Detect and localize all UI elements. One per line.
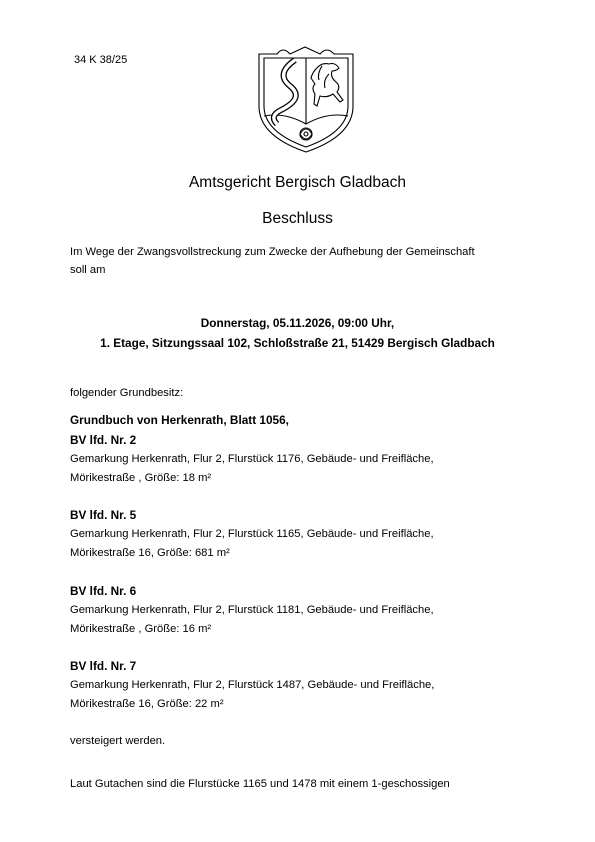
item-address: Mörikestraße 16, Größe: 22 m² [70, 698, 224, 710]
item-number: BV lfd. Nr. 5 [70, 508, 137, 522]
item-description: Gemarkung Herkenrath, Flur 2, Flurstück 1165, Gebäude- und Freifläche, [70, 528, 434, 540]
intro-line: Im Wege der Zwangsvollstreckung zum Zwecke der Aufhebung der Gemeinschaft [70, 246, 475, 258]
item-address: Mörikestraße 16, Größe: 681 m² [70, 547, 230, 559]
appraisal-note: Laut Gutachen sind die Flurstücke 1165 und 1478 mit einem 1-geschossigen [70, 778, 450, 790]
item-number: BV lfd. Nr. 7 [70, 659, 137, 673]
case-number: 34 K 38/25 [74, 54, 128, 66]
coat-of-arms-icon [257, 44, 355, 154]
item-address: Mörikestraße , Größe: 16 m² [70, 623, 212, 635]
property-item [70, 431, 540, 488]
intro-line: soll am [70, 264, 106, 276]
property-intro: folgender Grundbesitz: [70, 387, 184, 399]
item-description: Gemarkung Herkenrath, Flur 2, Flurstück 1487, Gebäude- und Freifläche, [70, 679, 435, 691]
appointment [0, 313, 595, 353]
appointment-date: Donnerstag, 05.11.2026, 09:00 Uhr, [200, 316, 395, 330]
court-name: Amtsgericht Bergisch Gladbach [188, 174, 407, 191]
intro-text [70, 243, 540, 279]
property-item [70, 506, 540, 563]
item-address: Mörikestraße , Größe: 18 m² [70, 472, 212, 484]
appointment-location: 1. Etage, Sitzungssaal 102, Schloßstraße 21, 51429 Bergisch Gladbach [100, 336, 495, 350]
property-item [70, 657, 540, 714]
item-number: BV lfd. Nr. 2 [70, 433, 137, 447]
item-description: Gemarkung Herkenrath, Flur 2, Flurstück 1181, Gebäude- und Freifläche, [70, 604, 434, 616]
item-number: BV lfd. Nr. 6 [70, 584, 137, 598]
closing-text: versteigert werden. [70, 735, 166, 747]
property-item [70, 582, 540, 639]
land-register: Grundbuch von Herkenrath, Blatt 1056, [70, 413, 289, 427]
item-description: Gemarkung Herkenrath, Flur 2, Flurstück 1176, Gebäude- und Freifläche, [70, 453, 434, 465]
document-title: Beschluss [262, 210, 333, 227]
